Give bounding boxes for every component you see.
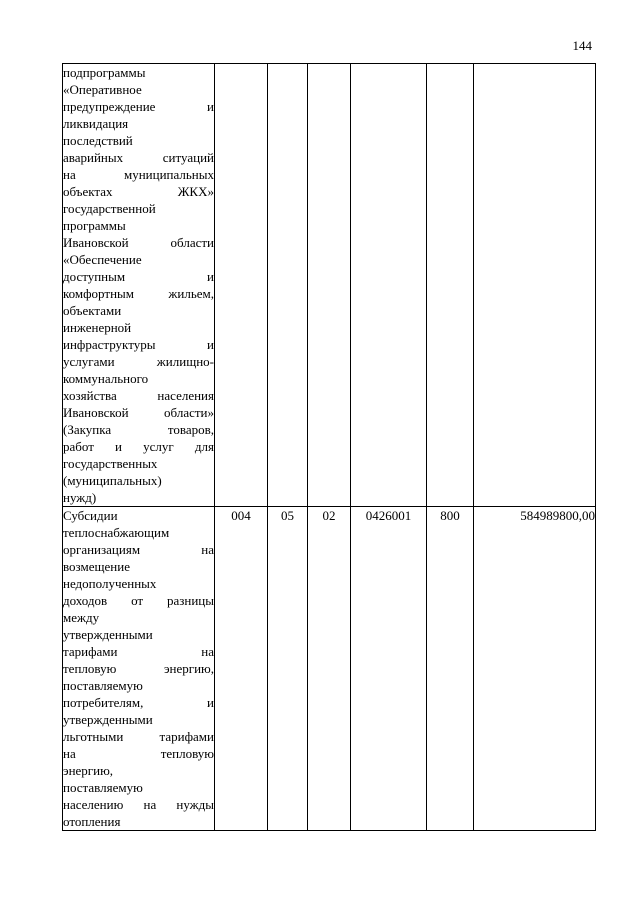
- description-line: на тепловую: [63, 746, 214, 761]
- description-line: отопления: [63, 814, 121, 829]
- description-line: услугами жилищно-: [63, 354, 214, 369]
- description-line: инфраструктуры и: [63, 337, 214, 352]
- description-line: объектах ЖКХ»: [63, 184, 214, 199]
- budget-table: [62, 63, 596, 831]
- description-line: предупреждение и: [63, 99, 214, 114]
- admin-code-cell: 004: [215, 507, 268, 831]
- description-line: Ивановской области: [63, 235, 214, 250]
- description-line: на муниципальных: [63, 167, 214, 182]
- table-row: [63, 64, 596, 507]
- description-line: потребителям, и: [63, 695, 214, 710]
- description-line: недополученных: [63, 576, 157, 591]
- description-line: Ивановской области»: [63, 405, 214, 420]
- description-line: ликвидация: [63, 116, 129, 131]
- description-line: нужд): [63, 490, 97, 505]
- section-code-cell: 05: [268, 507, 308, 831]
- description-line: «Обеспечение: [63, 252, 142, 267]
- description-line: поставляемую: [63, 678, 143, 693]
- description-line: утвержденными: [63, 712, 153, 727]
- description-line: поставляемую: [63, 780, 143, 795]
- page-number: 144: [572, 38, 592, 53]
- description-line: объектами: [63, 303, 122, 318]
- subsection-code-cell: 02: [308, 507, 351, 831]
- expense-type-cell: [427, 64, 474, 507]
- description-line: аварийных ситуаций: [63, 150, 214, 165]
- description-line: тепловую энергию,: [63, 661, 214, 676]
- description-line: организациям на: [63, 542, 214, 557]
- description-cell: [63, 507, 215, 831]
- description-line: подпрограммы: [63, 65, 146, 80]
- table-row: [63, 507, 596, 831]
- description-line: доходов от разницы: [63, 593, 214, 608]
- description-line: работ и услуг для: [63, 439, 214, 454]
- admin-code-cell: [215, 64, 268, 507]
- description-line: инженерной: [63, 320, 132, 335]
- description-line: утвержденными: [63, 627, 153, 642]
- description-line: государственных: [63, 456, 158, 471]
- expense-type-cell: 800: [427, 507, 474, 831]
- description-line: (муниципальных): [63, 473, 162, 488]
- description-line: доступным и: [63, 269, 214, 284]
- description-line: (Закупка товаров,: [63, 422, 214, 437]
- description-line: комфортным жильем,: [63, 286, 214, 301]
- description-line: тарифами на: [63, 644, 214, 659]
- description-line: коммунального: [63, 371, 149, 386]
- description-line: льготными тарифами: [63, 729, 214, 744]
- description-line: энергию,: [63, 763, 114, 778]
- description-line: возмещение: [63, 559, 130, 574]
- description-line: хозяйства населения: [63, 388, 214, 403]
- target-code-cell: [351, 64, 427, 507]
- description-line: «Оперативное: [63, 82, 142, 97]
- description-line: между: [63, 610, 100, 625]
- description-line: программы: [63, 218, 126, 233]
- description-line: населению на нужды: [63, 797, 214, 812]
- subsection-code-cell: [308, 64, 351, 507]
- description-line: теплоснабжающим: [63, 525, 170, 540]
- amount-cell: 584989800,00: [474, 507, 596, 831]
- target-code-cell: 0426001: [351, 507, 427, 831]
- amount-cell: [474, 64, 596, 507]
- description-line: последствий: [63, 133, 133, 148]
- description-line: Субсидии: [63, 508, 118, 523]
- description-line: государственной: [63, 201, 156, 216]
- description-cell: [63, 64, 215, 507]
- section-code-cell: [268, 64, 308, 507]
